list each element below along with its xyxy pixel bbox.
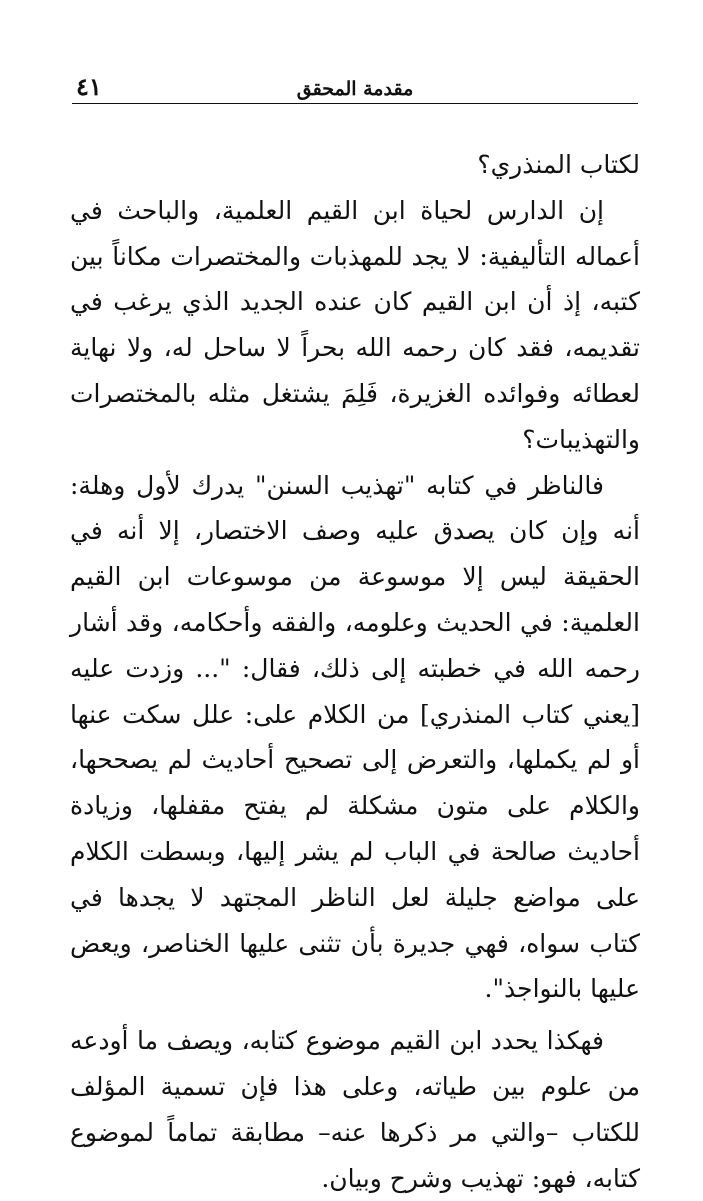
paragraph: لكتاب المنذري؟ — [477, 150, 640, 179]
body-text — [70, 142, 640, 1201]
header-divider — [72, 103, 638, 104]
paragraph: إن الدارس لحياة ابن القيم العلمية، والباحث في أعماله التأليفية: لا يجد للمهذبات والمختصرات مكاناً بين كتبه، إذ أن ابن القيم كان عنده الجديد الذي يرغب في تقديمه، فقد كان رحمه الله بحراً لا ساحل له، ولا نهاية لعطائه وفوائده الغزيرة، فَلِمَ يشتغل مثله بالمختصرات والتهذيبات؟ — [70, 195, 640, 454]
running-header — [72, 74, 638, 104]
header-title: مقدمة المحقق — [296, 78, 414, 100]
page-number: ٤١ — [76, 72, 102, 101]
paragraph: فهكذا يحدد ابن القيم موضوع كتابه، ويصف ما أودعه من علوم بين طياته، وعلى هذا فإن تسمية المؤلف للكتاب –والتي مر ذكرها عنه– مطابقة تماماً لموضوع كتابه، فهو: تهذيب وشرح وبيان. — [70, 1026, 640, 1193]
paragraph: فالناظر في كتابه "تهذيب السنن" يدرك لأول وهلة: أنه وإن كان يصدق عليه وصف الاختصار، إلا أنه في الحقيقة ليس إلا موسوعة من موسوعات ابن القيم العلمية: في الحديث وعلومه، والفقه وأحكامه، وقد أشار رحمه الله في خطبته إلى ذلك، فقال: "... وزدت عليه [يعني كتاب المنذري] من الكلام على: علل سكت عنها أو لم يكملها، والتعرض إلى تصحيح أحاديث لم يصححها، والكلام على متون مشكلة لم يفتح مقفلها، وزيادة أحاديث صالحة في الباب لم يشر إليها، وبسطت الكلام على مواضع جليلة لعل الناظر المجتهد لا يجدها في كتاب سواه، فهي جديرة بأن تثنى عليها الخناصر، ويعض عليها بالنواجذ". — [70, 470, 640, 1004]
